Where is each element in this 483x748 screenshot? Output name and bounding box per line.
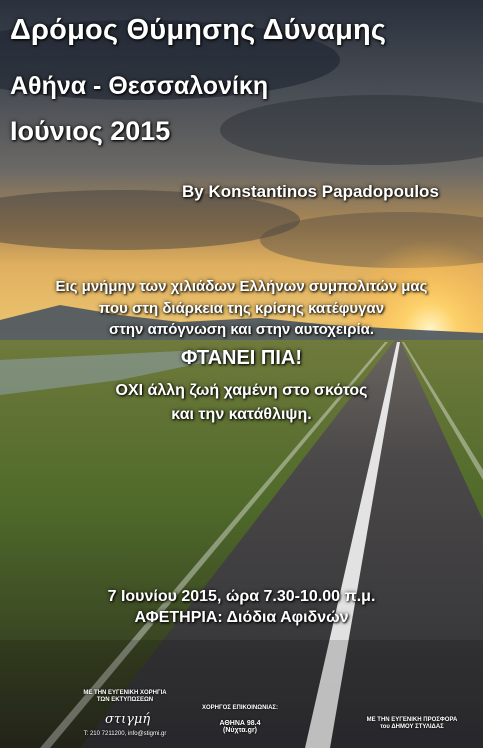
- date-title: Ιούνιος 2015: [10, 116, 171, 146]
- sponsor-media-line-2: ΑΘΗΝΑ 98.4: [219, 720, 261, 727]
- message-line-3: στην απόγνωση και στην αυτοχειρία.: [108, 321, 375, 338]
- message-line-2: που στη διάρκεια της κρίσης κατέφυγαν: [98, 300, 385, 317]
- route-title: Αθήνα - Θεσσαλονίκη: [10, 72, 269, 100]
- sponsor-media-credit: [185, 705, 295, 712]
- sponsor-media-line-3: (Νύχτα.gr): [223, 727, 257, 734]
- sponsor-municipality-credit: [352, 717, 472, 731]
- sponsor-printing-contact: T: 210 7211200, info@stigmi.gr: [83, 731, 167, 737]
- event-time: 7 Ιουνίου 2015, ώρα 7.30-10.00 π.μ.: [107, 588, 376, 605]
- sponsor-printing-line-2: ΤΩΝ ΕΚΤΥΠΩΣΕΩΝ: [96, 697, 154, 703]
- stigmi-logo: στιγμή: [105, 712, 151, 727]
- event-start: ΑΦΕΤΗΡΙΑ: Διόδια Αφιδνών: [134, 609, 349, 626]
- sponsor-printing-credit: [70, 690, 180, 704]
- sponsor-printing-line-1: ΜΕ ΤΗΝ ΕΥΓΕΝΙΚΗ ΧΟΡΗΓΙΑ: [83, 690, 167, 696]
- author-credit: By Konstantinos Papadopoulos: [182, 182, 439, 201]
- message-line-1: Εις μνήμην των χιλιάδων Ελλήνων συμπολιτών μας: [55, 278, 428, 295]
- sponsor-municipality-line-1: ΜΕ ΤΗΝ ΕΥΓΕΝΙΚΗ ΠΡΟΣΦΟΡΑ: [366, 717, 458, 723]
- message-line-6: και την κατάθλιψη.: [171, 406, 312, 423]
- sponsor-media-name: [185, 720, 295, 734]
- poster-title: Δρόμος Θύμησης Δύναμης: [10, 14, 387, 46]
- message-headline: ΦΤΑΝΕΙ ΠΙΑ!: [180, 347, 303, 369]
- sponsor-municipality-line-2: του ΔΗΜΟΥ ΣΤΥΛΙΔΑΣ: [380, 724, 444, 730]
- message-line-5: ΟΧΙ άλλη ζωή χαμένη στο σκότος: [115, 382, 368, 399]
- sponsor-media-line-1: ΧΟΡΗΓΟΣ ΕΠΙΚΟΙΝΩΝΙΑΣ:: [201, 705, 278, 711]
